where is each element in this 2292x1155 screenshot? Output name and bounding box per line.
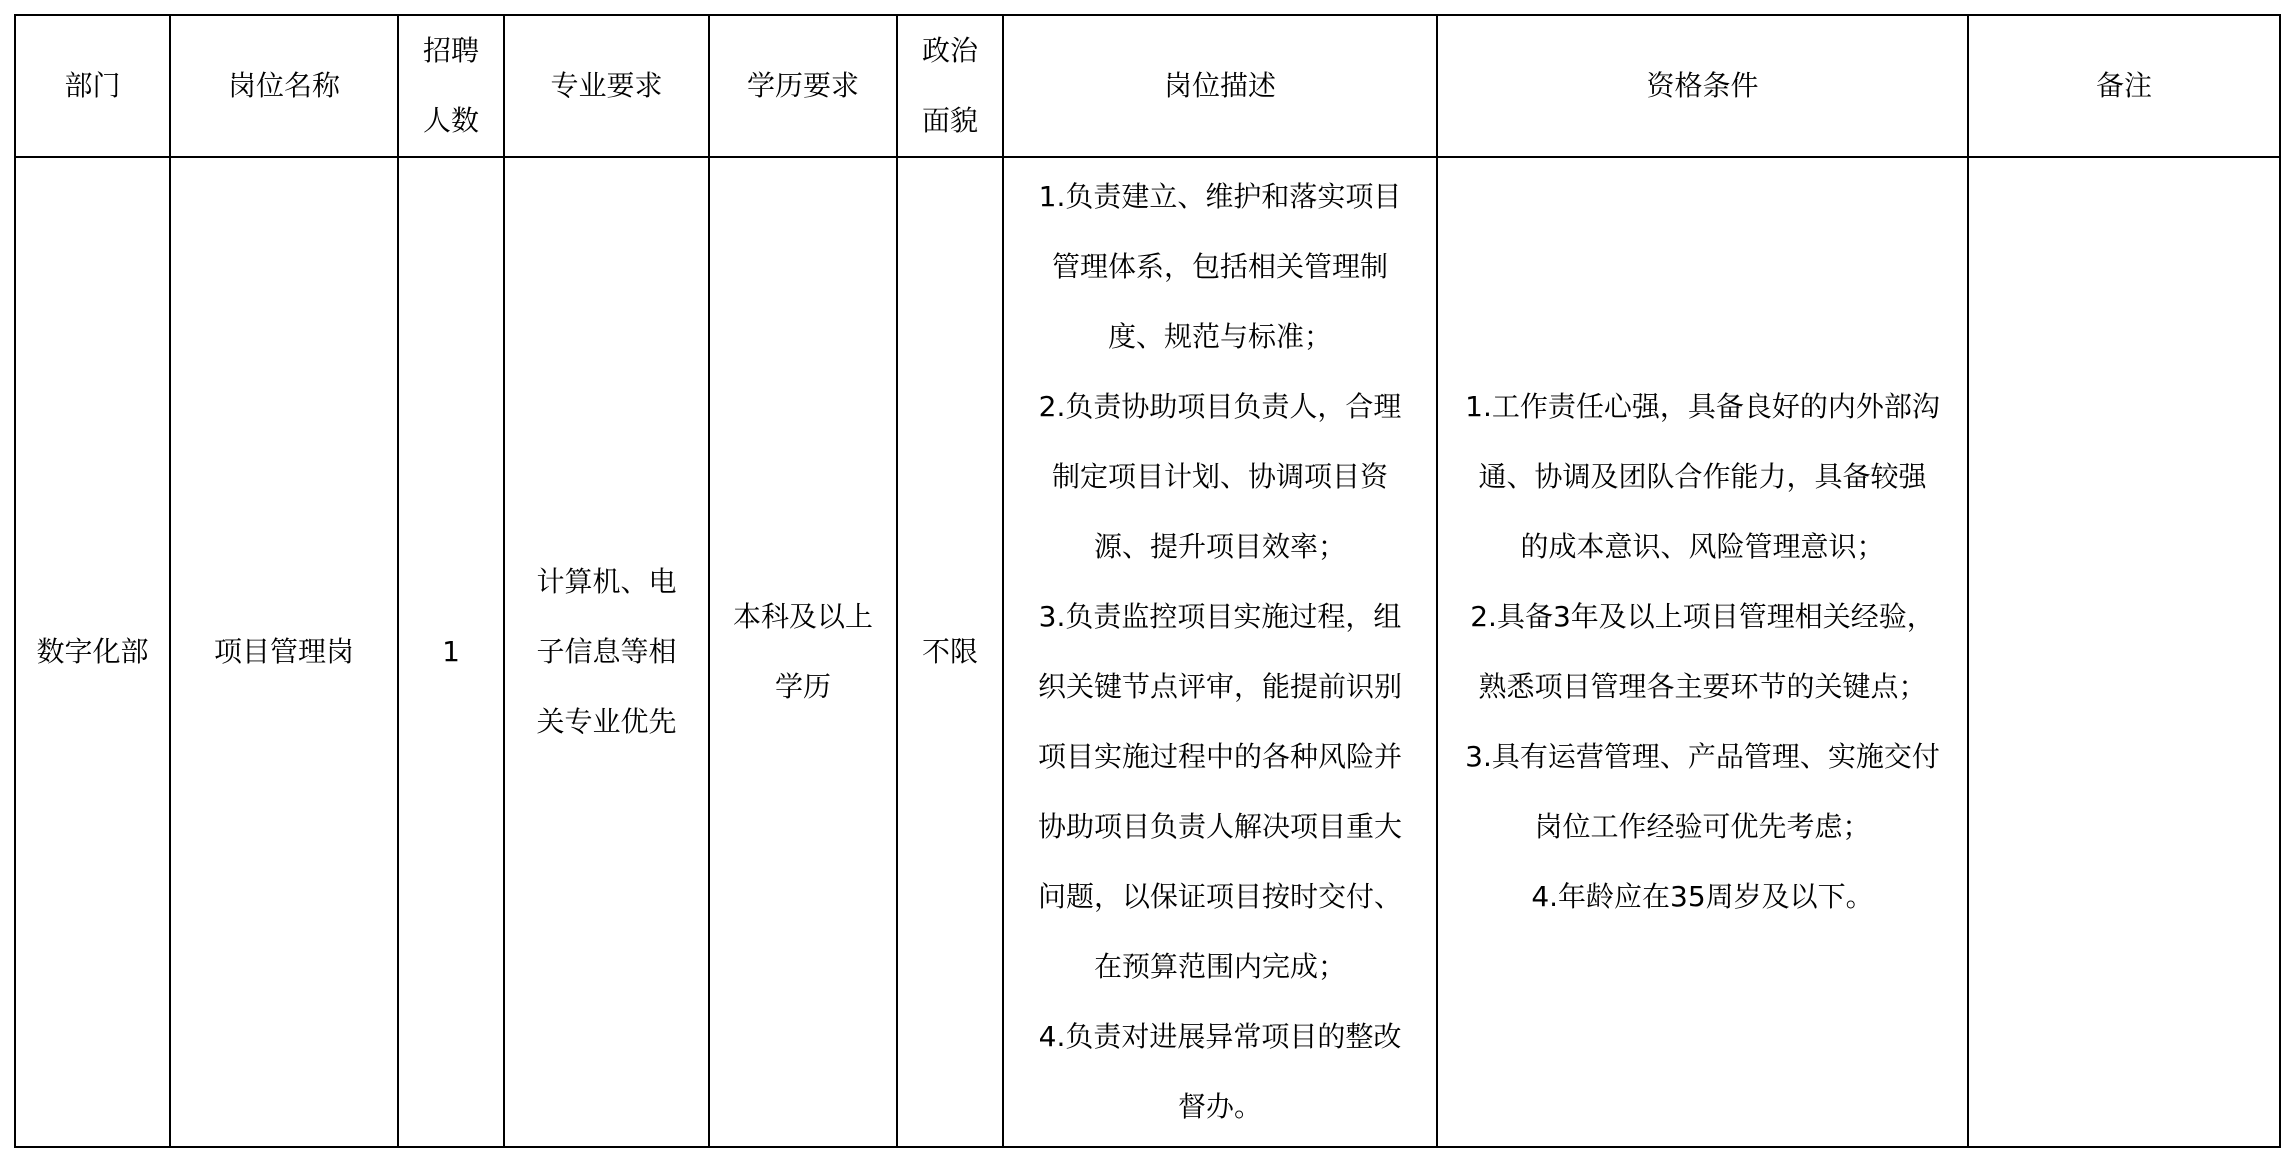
cell-position-name: 项目管理岗 [170,157,398,1147]
header-major: 专业要求 [504,15,709,157]
table-row [15,157,2280,1147]
header-headcount [398,15,504,157]
header-headcount-line2: 人数 [422,104,479,137]
text-line: 项目实施过程中的各种风险并 [1037,740,1402,773]
text-line: 关专业优先 [536,705,677,738]
text-line: 协助项目负责人解决项目重大 [1037,810,1402,843]
text-line: 学历 [774,670,831,703]
cell-major [504,157,709,1147]
cell-headcount: 1 [398,157,504,1147]
text-line: 管理体系，包括相关管理制 [1051,250,1388,283]
description-lines [1014,162,1426,1142]
text-line: 度、规范与标准； [1107,320,1332,353]
text-line: 2.负责协助项目负责人，合理 [1038,390,1402,423]
text-line: 问题，以保证项目按时交付、 [1037,880,1402,913]
job-requirements-table [14,14,2281,1148]
education-lines [720,582,886,722]
text-line: 本科及以上 [732,600,873,633]
cell-remarks [1968,157,2280,1147]
header-education: 学历要求 [709,15,897,157]
header-political-status [897,15,1003,157]
text-line: 通、协调及团队合作能力，具备较强 [1478,460,1927,493]
text-line: 熟悉项目管理各主要环节的关键点； [1478,670,1927,703]
cell-education [709,157,897,1147]
header-remarks: 备注 [1968,15,2280,157]
job-posting-sheet [14,14,2279,1146]
header-department: 部门 [15,15,170,157]
text-line: 1.工作责任心强，具备良好的内外部沟 [1465,390,1940,423]
text-line: 4.负责对进展异常项目的整改 [1038,1020,1402,1053]
cell-description [1003,157,1437,1147]
header-row [15,15,2280,157]
text-line: 岗位工作经验可优先考虑； [1534,810,1871,843]
qualification-lines [1448,372,1957,932]
header-position-name: 岗位名称 [170,15,398,157]
text-line: 计算机、电 [536,565,677,598]
text-line: 督办。 [1177,1090,1262,1123]
text-line: 3.负责监控项目实施过程，组 [1038,600,1402,633]
cell-qualifications [1437,157,1968,1147]
header-political-line2: 面貌 [921,104,978,137]
major-lines [515,547,698,757]
text-line: 1.负责建立、维护和落实项目 [1038,180,1402,213]
cell-political-status: 不限 [897,157,1003,1147]
text-line: 3.具有运营管理、产品管理、实施交付 [1465,740,1940,773]
header-qualifications: 资格条件 [1437,15,1968,157]
text-line: 源、提升项目效率； [1093,530,1346,563]
text-line: 子信息等相 [536,635,677,668]
header-political-line1: 政治 [921,34,978,67]
header-headcount-line1: 招聘 [422,34,479,67]
text-line: 织关键节点评审，能提前识别 [1037,670,1402,703]
header-description: 岗位描述 [1003,15,1437,157]
text-line: 制定项目计划、协调项目资 [1051,460,1388,493]
text-line: 4.年龄应在35周岁及以下。 [1531,880,1874,913]
text-line: 在预算范围内完成； [1093,950,1346,983]
cell-department: 数字化部 [15,157,170,1147]
text-line: 的成本意识、风险管理意识； [1520,530,1885,563]
text-line: 2.具备3年及以上项目管理相关经验， [1470,600,1935,633]
